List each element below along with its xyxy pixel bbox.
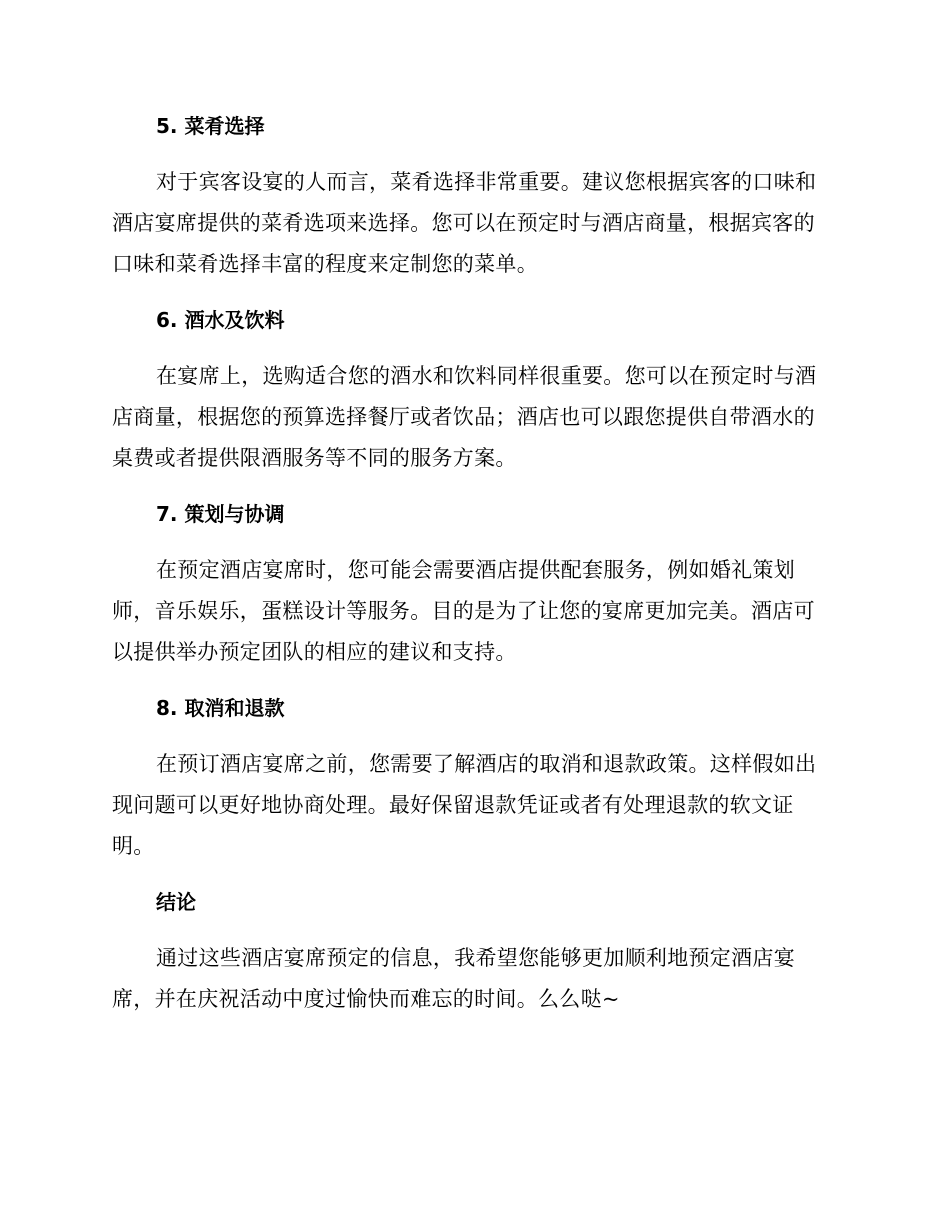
section-cancellation [112,686,832,867]
body-line: 席，并在庆祝活动中度过愉快而难忘的时间。么么哒~ [112,987,620,1011]
body-line: 口味和菜肴选择丰富的程度来定制您的菜单。 [112,252,538,276]
body-line: 桌费或者提供限酒服务等不同的服务方案。 [112,446,517,470]
section-conclusion [112,880,832,1020]
body-line: 在预定酒店宴席时，您可能会需要酒店提供配套服务，例如婚礼策划 [156,558,795,582]
body-line: 店商量，根据您的预算选择餐厅或者饮品；酒店也可以跟您提供自带酒水的 [112,405,815,429]
document-page [112,104,832,1033]
body-line: 对于宾客设宴的人而言，菜肴选择非常重要。建议您根据宾客的口味和 [156,170,817,194]
body-line: 酒店宴席提供的菜肴选项来选择。您可以在预定时与酒店商量，根据宾客的 [112,211,815,235]
section-drinks [112,298,832,479]
section-heading: 5. 菜肴选择 [156,114,265,138]
body-line: 在预订酒店宴席之前，您需要了解酒店的取消和退款政策。这样假如出 [156,752,817,776]
section-heading: 结论 [156,890,196,914]
section-planning [112,492,832,673]
section-body [112,938,832,1020]
section-dishes [112,104,832,285]
body-line: 通过这些酒店宴席预定的信息，我希望您能够更加顺利地预定酒店宴 [156,946,795,970]
body-line: 现问题可以更好地协商处理。最好保留退款凭证或者有处理退款的软文证 [112,793,794,817]
section-body [112,550,832,673]
body-line: 在宴席上，选购适合您的酒水和饮料同样很重要。您可以在预定时与酒 [156,364,817,388]
body-line: 明。 [112,834,155,858]
body-line: 师，音乐娱乐，蛋糕设计等服务。目的是为了让您的宴席更加完美。酒店可 [112,599,815,623]
section-heading: 7. 策划与协调 [156,502,285,526]
body-line: 以提供举办预定团队的相应的建议和支持。 [112,640,517,664]
section-heading: 8. 取消和退款 [156,696,285,720]
section-body [112,744,832,867]
section-body [112,162,832,285]
section-heading: 6. 酒水及饮料 [156,308,285,332]
section-body [112,356,832,479]
